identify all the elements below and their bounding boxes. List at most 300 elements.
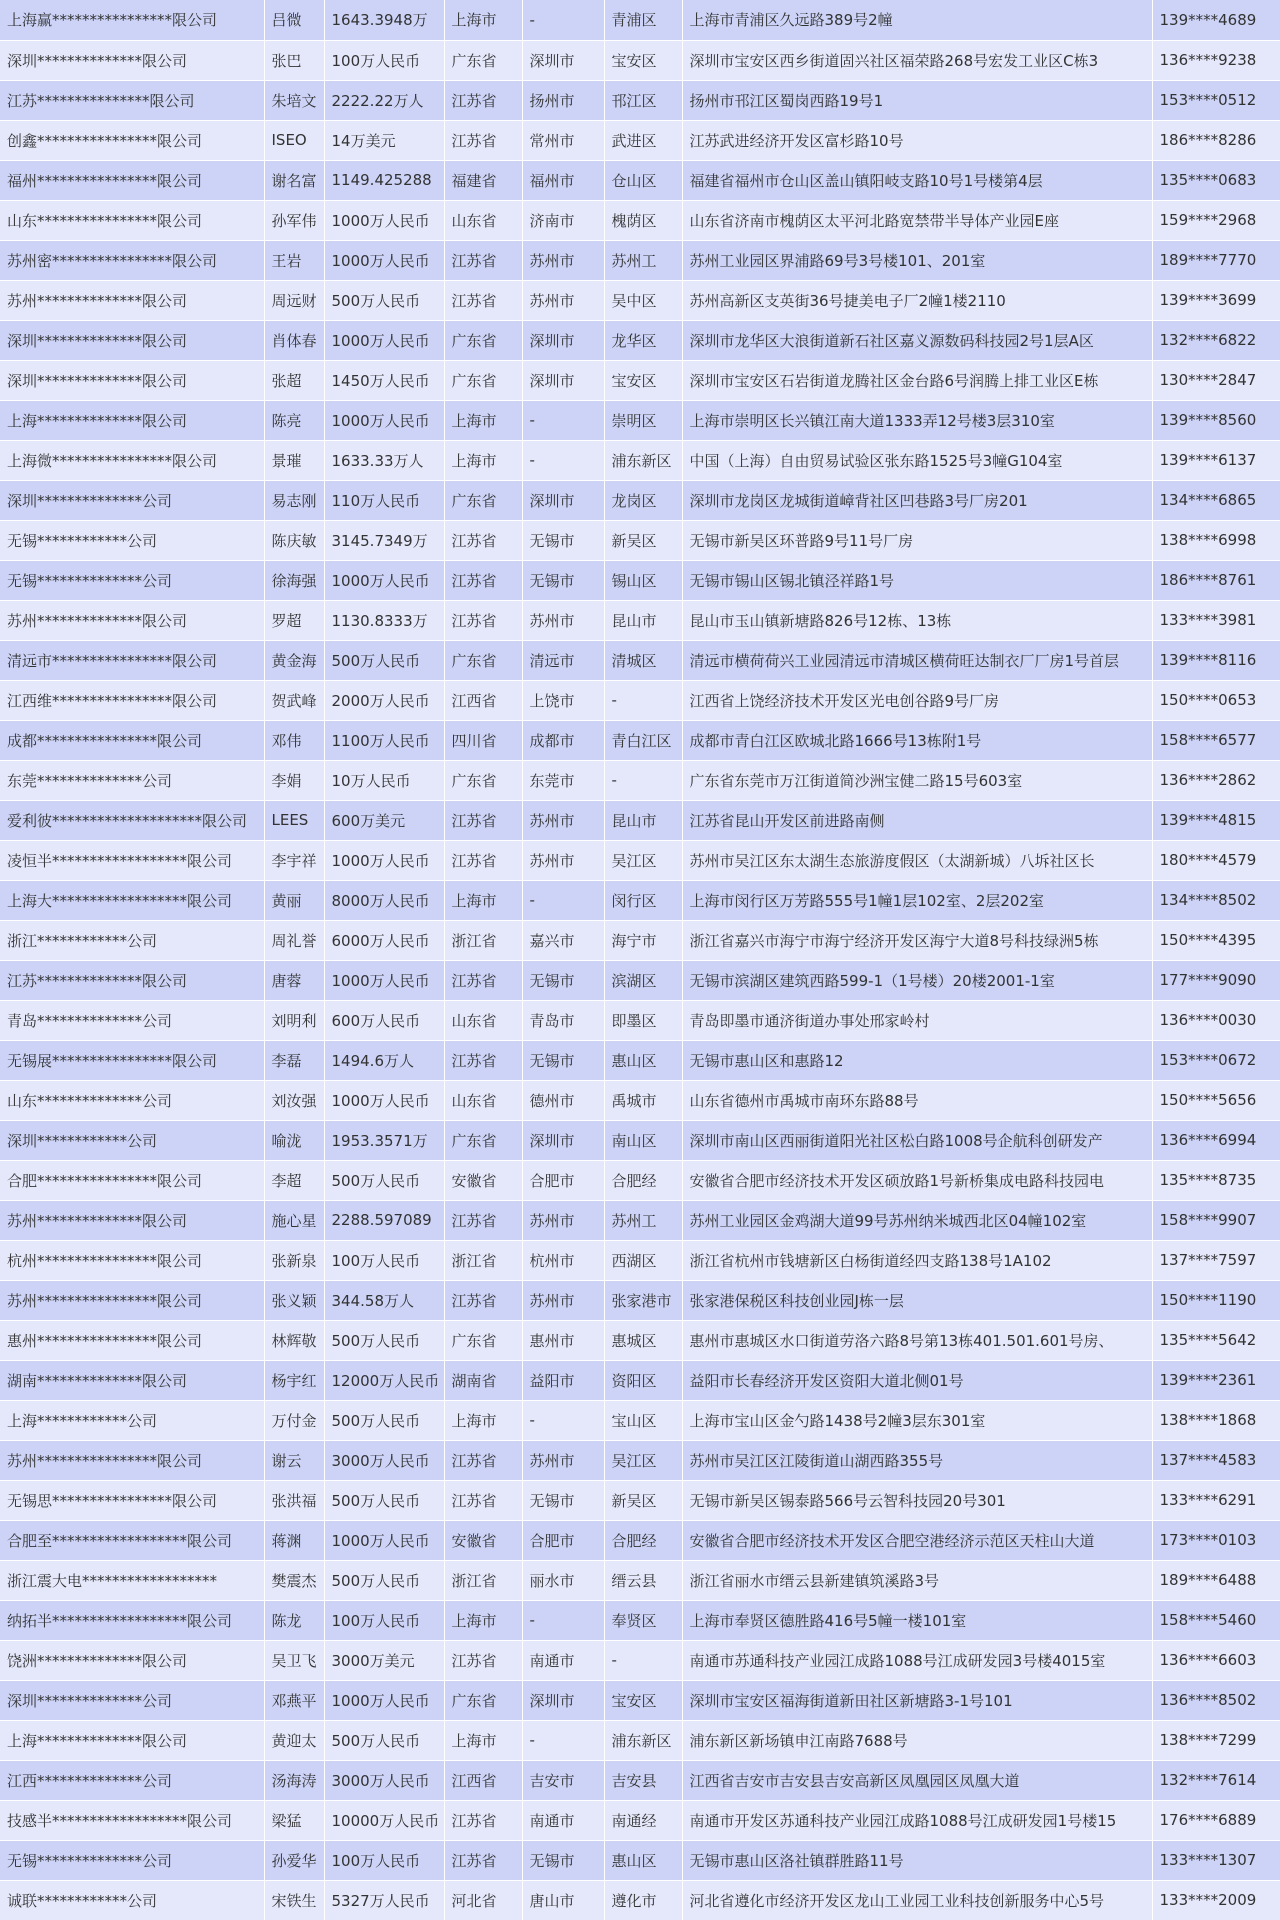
phone-cell: 173****0103 — [1152, 1520, 1280, 1560]
district-cell: 龙华区 — [604, 320, 682, 360]
table-row — [0, 1320, 1280, 1360]
district-cell: 海宁市 — [604, 920, 682, 960]
phone-cell: 150****4395 — [1152, 920, 1280, 960]
province-cell: 江苏省 — [444, 1440, 522, 1480]
address-cell: 苏州市吴江区东太湖生态旅游度假区（太湖新城）八坼社区长 — [682, 840, 1152, 880]
legal-representative-cell: LEES — [264, 800, 324, 840]
province-cell: 广东省 — [444, 40, 522, 80]
city-cell: 扬州市 — [522, 80, 604, 120]
province-cell: 上海市 — [444, 1400, 522, 1440]
district-cell: 吴江区 — [604, 1440, 682, 1480]
company-name-cell: 江西**************公司 — [0, 1760, 264, 1800]
address-cell: 深圳市宝安区西乡街道固兴社区福荣路268号宏发工业区C栋3 — [682, 40, 1152, 80]
province-cell: 江苏省 — [444, 560, 522, 600]
table-row — [0, 40, 1280, 80]
registered-capital-cell: 2288.597089 — [324, 1200, 444, 1240]
address-cell: 张家港保税区科技创业园J栋一层 — [682, 1280, 1152, 1320]
registered-capital-cell: 1494.6万人 — [324, 1040, 444, 1080]
address-cell: 南通市苏通科技产业园江成路1088号江成研发园3号楼4015室 — [682, 1640, 1152, 1680]
phone-cell: 189****7770 — [1152, 240, 1280, 280]
registered-capital-cell: 500万人民币 — [324, 1160, 444, 1200]
legal-representative-cell: 罗超 — [264, 600, 324, 640]
registered-capital-cell: 1000万人民币 — [324, 560, 444, 600]
phone-cell: 133****3981 — [1152, 600, 1280, 640]
registered-capital-cell: 110万人民币 — [324, 480, 444, 520]
province-cell: 广东省 — [444, 320, 522, 360]
company-name-cell: 合肥至******************限公司 — [0, 1520, 264, 1560]
district-cell: 禹城市 — [604, 1080, 682, 1120]
address-cell: 上海市崇明区长兴镇江南大道1333弄12号楼3层310室 — [682, 400, 1152, 440]
district-cell: 宝安区 — [604, 360, 682, 400]
phone-cell: 186****8286 — [1152, 120, 1280, 160]
address-cell: 无锡市滨湖区建筑西路599-1（1号楼）20楼2001-1室 — [682, 960, 1152, 1000]
registered-capital-cell: 10000万人民币 — [324, 1800, 444, 1840]
city-cell: 无锡市 — [522, 560, 604, 600]
address-cell: 江西省上饶经济技术开发区光电创谷路9号厂房 — [682, 680, 1152, 720]
phone-cell: 130****2847 — [1152, 360, 1280, 400]
table-row — [0, 1840, 1280, 1880]
legal-representative-cell: 李磊 — [264, 1040, 324, 1080]
company-name-cell: 山东****************限公司 — [0, 200, 264, 240]
registered-capital-cell: 12000万人民币 — [324, 1360, 444, 1400]
province-cell: 河北省 — [444, 1880, 522, 1920]
registered-capital-cell: 1149.425288 — [324, 160, 444, 200]
district-cell: - — [604, 760, 682, 800]
city-cell: - — [522, 0, 604, 40]
phone-cell: 186****8761 — [1152, 560, 1280, 600]
legal-representative-cell: 易志刚 — [264, 480, 324, 520]
company-name-cell: 创鑫****************限公司 — [0, 120, 264, 160]
city-cell: 深圳市 — [522, 1120, 604, 1160]
table-row — [0, 1680, 1280, 1720]
legal-representative-cell: 黄丽 — [264, 880, 324, 920]
legal-representative-cell: 陈庆敏 — [264, 520, 324, 560]
company-name-cell: 合肥****************限公司 — [0, 1160, 264, 1200]
district-cell: 缙云县 — [604, 1560, 682, 1600]
phone-cell: 150****5656 — [1152, 1080, 1280, 1120]
table-row — [0, 1480, 1280, 1520]
district-cell: 清城区 — [604, 640, 682, 680]
phone-cell: 139****2361 — [1152, 1360, 1280, 1400]
company-name-cell: 上海**************限公司 — [0, 400, 264, 440]
city-cell: 福州市 — [522, 160, 604, 200]
legal-representative-cell: 施心星 — [264, 1200, 324, 1240]
company-name-cell: 深圳**************公司 — [0, 1680, 264, 1720]
phone-cell: 132****6822 — [1152, 320, 1280, 360]
phone-cell: 176****6889 — [1152, 1800, 1280, 1840]
phone-cell: 180****4579 — [1152, 840, 1280, 880]
company-name-cell: 湖南**************限公司 — [0, 1360, 264, 1400]
phone-cell: 136****6603 — [1152, 1640, 1280, 1680]
city-cell: 无锡市 — [522, 1480, 604, 1520]
phone-cell: 139****8560 — [1152, 400, 1280, 440]
company-name-cell: 技感半******************限公司 — [0, 1800, 264, 1840]
legal-representative-cell: 肖体春 — [264, 320, 324, 360]
table-row — [0, 1400, 1280, 1440]
company-name-cell: 深圳**************限公司 — [0, 360, 264, 400]
company-name-cell: 无锡**************公司 — [0, 1840, 264, 1880]
phone-cell: 136****9238 — [1152, 40, 1280, 80]
legal-representative-cell: 万付金 — [264, 1400, 324, 1440]
city-cell: 吉安市 — [522, 1760, 604, 1800]
district-cell: 崇明区 — [604, 400, 682, 440]
city-cell: 嘉兴市 — [522, 920, 604, 960]
province-cell: 湖南省 — [444, 1360, 522, 1400]
table-row — [0, 1360, 1280, 1400]
address-cell: 深圳市南山区西丽街道阳光社区松白路1008号企航科创研发产 — [682, 1120, 1152, 1160]
address-cell: 福建省福州市仓山区盖山镇阳岐支路10号1号楼第4层 — [682, 160, 1152, 200]
address-cell: 江苏省昆山开发区前进路南侧 — [682, 800, 1152, 840]
city-cell: 苏州市 — [522, 280, 604, 320]
district-cell: 即墨区 — [604, 1000, 682, 1040]
registered-capital-cell: 1100万人民币 — [324, 720, 444, 760]
phone-cell: 133****2009 — [1152, 1880, 1280, 1920]
phone-cell: 136****0030 — [1152, 1000, 1280, 1040]
table-row — [0, 0, 1280, 40]
address-cell: 安徽省合肥市经济技术开发区硕放路1号新桥集成电路科技园电 — [682, 1160, 1152, 1200]
table-row — [0, 1080, 1280, 1120]
city-cell: 益阳市 — [522, 1360, 604, 1400]
legal-representative-cell: 邓燕平 — [264, 1680, 324, 1720]
legal-representative-cell: 孙爱华 — [264, 1840, 324, 1880]
table-row — [0, 280, 1280, 320]
phone-cell: 158****5460 — [1152, 1600, 1280, 1640]
company-name-cell: 东莞**************公司 — [0, 760, 264, 800]
legal-representative-cell: 陈亮 — [264, 400, 324, 440]
registered-capital-cell: 100万人民币 — [324, 1600, 444, 1640]
legal-representative-cell: 杨宇红 — [264, 1360, 324, 1400]
phone-cell: 138****7299 — [1152, 1720, 1280, 1760]
registered-capital-cell: 1000万人民币 — [324, 200, 444, 240]
city-cell: 济南市 — [522, 200, 604, 240]
district-cell: 昆山市 — [604, 600, 682, 640]
province-cell: 江苏省 — [444, 1800, 522, 1840]
table-row — [0, 760, 1280, 800]
province-cell: 广东省 — [444, 1120, 522, 1160]
district-cell: 龙岗区 — [604, 480, 682, 520]
province-cell: 上海市 — [444, 1600, 522, 1640]
legal-representative-cell: 林辉敬 — [264, 1320, 324, 1360]
city-cell: 丽水市 — [522, 1560, 604, 1600]
phone-cell: 136****8502 — [1152, 1680, 1280, 1720]
legal-representative-cell: 黄迎太 — [264, 1720, 324, 1760]
city-cell: 合肥市 — [522, 1160, 604, 1200]
district-cell: 合肥经 — [604, 1160, 682, 1200]
company-name-cell: 诚联************公司 — [0, 1880, 264, 1920]
province-cell: 江苏省 — [444, 80, 522, 120]
district-cell: 仓山区 — [604, 160, 682, 200]
address-cell: 深圳市龙岗区龙城街道嶂背社区凹巷路3号厂房201 — [682, 480, 1152, 520]
province-cell: 上海市 — [444, 440, 522, 480]
phone-cell: 138****1868 — [1152, 1400, 1280, 1440]
legal-representative-cell: 刘汝强 — [264, 1080, 324, 1120]
registered-capital-cell: 3000万人民币 — [324, 1440, 444, 1480]
registered-capital-cell: 3000万美元 — [324, 1640, 444, 1680]
province-cell: 浙江省 — [444, 1560, 522, 1600]
district-cell: 邗江区 — [604, 80, 682, 120]
address-cell: 浙江省嘉兴市海宁市海宁经济开发区海宁大道8号科技绿洲5栋 — [682, 920, 1152, 960]
phone-cell: 139****4815 — [1152, 800, 1280, 840]
district-cell: 吉安县 — [604, 1760, 682, 1800]
province-cell: 江苏省 — [444, 520, 522, 560]
company-name-cell: 苏州****************限公司 — [0, 1280, 264, 1320]
company-name-cell: 成都****************限公司 — [0, 720, 264, 760]
table-row — [0, 1560, 1280, 1600]
company-name-cell: 上海************公司 — [0, 1400, 264, 1440]
phone-cell: 159****2968 — [1152, 200, 1280, 240]
phone-cell: 136****6994 — [1152, 1120, 1280, 1160]
province-cell: 上海市 — [444, 880, 522, 920]
legal-representative-cell: 张巴 — [264, 40, 324, 80]
city-cell: 上饶市 — [522, 680, 604, 720]
table-row — [0, 560, 1280, 600]
company-name-cell: 福州****************限公司 — [0, 160, 264, 200]
company-name-cell: 上海大******************限公司 — [0, 880, 264, 920]
province-cell: 江苏省 — [444, 120, 522, 160]
district-cell: 吴江区 — [604, 840, 682, 880]
company-name-cell: 青岛**************公司 — [0, 1000, 264, 1040]
company-name-cell: 无锡思****************限公司 — [0, 1480, 264, 1520]
province-cell: 上海市 — [444, 1720, 522, 1760]
company-name-cell: 苏州密****************限公司 — [0, 240, 264, 280]
phone-cell: 134****8502 — [1152, 880, 1280, 920]
legal-representative-cell: 王岩 — [264, 240, 324, 280]
registered-capital-cell: 1130.8333万 — [324, 600, 444, 640]
address-cell: 山东省济南市槐荫区太平河北路宽禁带半导体产业园E座 — [682, 200, 1152, 240]
address-cell: 上海市青浦区久远路389号2幢 — [682, 0, 1152, 40]
district-cell: 槐荫区 — [604, 200, 682, 240]
table-row — [0, 1240, 1280, 1280]
city-cell: - — [522, 440, 604, 480]
table-row — [0, 1640, 1280, 1680]
registered-capital-cell: 1000万人民币 — [324, 1680, 444, 1720]
company-name-cell: 浙江震大电****************** — [0, 1560, 264, 1600]
district-cell: 闵行区 — [604, 880, 682, 920]
address-cell: 苏州市吴江区江陵街道山湖西路355号 — [682, 1440, 1152, 1480]
province-cell: 江苏省 — [444, 240, 522, 280]
phone-cell: 177****9090 — [1152, 960, 1280, 1000]
address-cell: 益阳市长春经济开发区资阳大道北侧01号 — [682, 1360, 1152, 1400]
city-cell: 德州市 — [522, 1080, 604, 1120]
table-row — [0, 1040, 1280, 1080]
table-row — [0, 120, 1280, 160]
legal-representative-cell: 谢云 — [264, 1440, 324, 1480]
phone-cell: 135****0683 — [1152, 160, 1280, 200]
phone-cell: 139****6137 — [1152, 440, 1280, 480]
city-cell: 青岛市 — [522, 1000, 604, 1040]
table-row — [0, 1200, 1280, 1240]
registered-capital-cell: 2000万人民币 — [324, 680, 444, 720]
legal-representative-cell: 景璀 — [264, 440, 324, 480]
company-name-cell: 浙江************公司 — [0, 920, 264, 960]
province-cell: 江苏省 — [444, 280, 522, 320]
table-row — [0, 1760, 1280, 1800]
legal-representative-cell: 吴卫飞 — [264, 1640, 324, 1680]
address-cell: 中国（上海）自由贸易试验区张东路1525号3幢G104室 — [682, 440, 1152, 480]
table-row — [0, 320, 1280, 360]
company-name-cell: 深圳************公司 — [0, 1120, 264, 1160]
legal-representative-cell: 孙军伟 — [264, 200, 324, 240]
legal-representative-cell: 贺武峰 — [264, 680, 324, 720]
table-row — [0, 920, 1280, 960]
city-cell: 唐山市 — [522, 1880, 604, 1920]
company-name-cell: 苏州****************限公司 — [0, 1440, 264, 1480]
district-cell: 新吴区 — [604, 520, 682, 560]
province-cell: 江苏省 — [444, 1040, 522, 1080]
province-cell: 福建省 — [444, 160, 522, 200]
company-name-cell: 纳拓半******************限公司 — [0, 1600, 264, 1640]
table-row — [0, 880, 1280, 920]
district-cell: 南山区 — [604, 1120, 682, 1160]
table-row — [0, 200, 1280, 240]
city-cell: 惠州市 — [522, 1320, 604, 1360]
address-cell: 浦东新区新场镇申江南路7688号 — [682, 1720, 1152, 1760]
phone-cell: 135****8735 — [1152, 1160, 1280, 1200]
legal-representative-cell: 汤海涛 — [264, 1760, 324, 1800]
table-row — [0, 1800, 1280, 1840]
registered-capital-cell: 600万美元 — [324, 800, 444, 840]
registered-capital-cell: 344.58万人 — [324, 1280, 444, 1320]
table-row — [0, 600, 1280, 640]
registered-capital-cell: 100万人民币 — [324, 40, 444, 80]
phone-cell: 137****7597 — [1152, 1240, 1280, 1280]
table-row — [0, 1880, 1280, 1920]
city-cell: 无锡市 — [522, 520, 604, 560]
province-cell: 江苏省 — [444, 960, 522, 1000]
city-cell: 深圳市 — [522, 1680, 604, 1720]
address-cell: 浙江省丽水市缙云县新建镇筑溪路3号 — [682, 1560, 1152, 1600]
district-cell: 昆山市 — [604, 800, 682, 840]
phone-cell: 139****8116 — [1152, 640, 1280, 680]
city-cell: - — [522, 1600, 604, 1640]
registered-capital-cell: 2222.22万人 — [324, 80, 444, 120]
district-cell: 遵化市 — [604, 1880, 682, 1920]
phone-cell: 138****6998 — [1152, 520, 1280, 560]
address-cell: 清远市横荷荷兴工业园清远市清城区横荷旺达制衣厂厂房1号首层 — [682, 640, 1152, 680]
registered-capital-cell: 10万人民币 — [324, 760, 444, 800]
province-cell: 广东省 — [444, 360, 522, 400]
legal-representative-cell: 周远财 — [264, 280, 324, 320]
district-cell: 新吴区 — [604, 1480, 682, 1520]
address-cell: 无锡市新吴区环普路9号11号厂房 — [682, 520, 1152, 560]
table-row — [0, 160, 1280, 200]
district-cell: 滨湖区 — [604, 960, 682, 1000]
address-cell: 上海市闵行区万芳路555号1幢1层102室、2层202室 — [682, 880, 1152, 920]
city-cell: 深圳市 — [522, 320, 604, 360]
address-cell: 无锡市惠山区洛社镇群胜路11号 — [682, 1840, 1152, 1880]
registered-capital-cell: 1643.3948万 — [324, 0, 444, 40]
legal-representative-cell: 宋铁生 — [264, 1880, 324, 1920]
district-cell: - — [604, 1640, 682, 1680]
phone-cell: 133****1307 — [1152, 1840, 1280, 1880]
legal-representative-cell: 周礼誉 — [264, 920, 324, 960]
phone-cell: 153****0512 — [1152, 80, 1280, 120]
province-cell: 山东省 — [444, 200, 522, 240]
address-cell: 山东省德州市禹城市南环东路88号 — [682, 1080, 1152, 1120]
company-name-cell: 杭州****************限公司 — [0, 1240, 264, 1280]
legal-representative-cell: 张洪福 — [264, 1480, 324, 1520]
city-cell: 苏州市 — [522, 240, 604, 280]
province-cell: 上海市 — [444, 400, 522, 440]
table-row — [0, 80, 1280, 120]
address-cell: 苏州工业园区金鸡湖大道99号苏州纳米城西北区04幢102室 — [682, 1200, 1152, 1240]
company-name-cell: 深圳**************限公司 — [0, 320, 264, 360]
legal-representative-cell: 樊震杰 — [264, 1560, 324, 1600]
company-name-cell: 清远市****************限公司 — [0, 640, 264, 680]
district-cell: 武进区 — [604, 120, 682, 160]
legal-representative-cell: 喻泷 — [264, 1120, 324, 1160]
city-cell: 合肥市 — [522, 1520, 604, 1560]
registered-capital-cell: 500万人民币 — [324, 280, 444, 320]
company-name-cell: 凌恒半******************限公司 — [0, 840, 264, 880]
province-cell: 广东省 — [444, 760, 522, 800]
legal-representative-cell: 张超 — [264, 360, 324, 400]
district-cell: 浦东新区 — [604, 440, 682, 480]
registered-capital-cell: 600万人民币 — [324, 1000, 444, 1040]
province-cell: 山东省 — [444, 1080, 522, 1120]
city-cell: 苏州市 — [522, 1200, 604, 1240]
legal-representative-cell: 梁猛 — [264, 1800, 324, 1840]
address-cell: 扬州市邗江区蜀岗西路19号1 — [682, 80, 1152, 120]
district-cell: 吴中区 — [604, 280, 682, 320]
city-cell: 苏州市 — [522, 600, 604, 640]
table-row — [0, 680, 1280, 720]
phone-cell: 135****5642 — [1152, 1320, 1280, 1360]
phone-cell: 137****4583 — [1152, 1440, 1280, 1480]
district-cell: 苏州工 — [604, 240, 682, 280]
phone-cell: 189****6488 — [1152, 1560, 1280, 1600]
registered-capital-cell: 1953.3571万 — [324, 1120, 444, 1160]
registered-capital-cell: 500万人民币 — [324, 1720, 444, 1760]
registered-capital-cell: 100万人民币 — [324, 1840, 444, 1880]
address-cell: 南通市开发区苏通科技产业园江成路1088号江成研发园1号楼15 — [682, 1800, 1152, 1840]
city-cell: - — [522, 1400, 604, 1440]
registered-capital-cell: 5327万人民币 — [324, 1880, 444, 1920]
registered-capital-cell: 1000万人民币 — [324, 960, 444, 1000]
table-row — [0, 480, 1280, 520]
province-cell: 江西省 — [444, 1760, 522, 1800]
legal-representative-cell: 黄金海 — [264, 640, 324, 680]
company-name-cell: 上海**************限公司 — [0, 1720, 264, 1760]
city-cell: 苏州市 — [522, 800, 604, 840]
table-row — [0, 1720, 1280, 1760]
phone-cell: 132****7614 — [1152, 1760, 1280, 1800]
city-cell: 深圳市 — [522, 480, 604, 520]
registered-capital-cell: 500万人民币 — [324, 640, 444, 680]
district-cell: 苏州工 — [604, 1200, 682, 1240]
province-cell: 安徽省 — [444, 1160, 522, 1200]
address-cell: 无锡市锡山区锡北镇泾祥路1号 — [682, 560, 1152, 600]
city-cell: 常州市 — [522, 120, 604, 160]
legal-representative-cell: 谢名富 — [264, 160, 324, 200]
table-row — [0, 1160, 1280, 1200]
phone-cell: 158****6577 — [1152, 720, 1280, 760]
province-cell: 江西省 — [444, 680, 522, 720]
address-cell: 江西省吉安市吉安县吉安高新区凤凰园区凤凰大道 — [682, 1760, 1152, 1800]
legal-representative-cell: 张义颖 — [264, 1280, 324, 1320]
province-cell: 广东省 — [444, 480, 522, 520]
table-row — [0, 840, 1280, 880]
registered-capital-cell: 1000万人民币 — [324, 1080, 444, 1120]
province-cell: 江苏省 — [444, 600, 522, 640]
table-row — [0, 440, 1280, 480]
legal-representative-cell: 唐蓉 — [264, 960, 324, 1000]
city-cell: - — [522, 400, 604, 440]
legal-representative-cell: 邓伟 — [264, 720, 324, 760]
city-cell: 清远市 — [522, 640, 604, 680]
company-name-cell: 江苏***************限公司 — [0, 80, 264, 120]
address-cell: 昆山市玉山镇新塘路826号12栋、13栋 — [682, 600, 1152, 640]
